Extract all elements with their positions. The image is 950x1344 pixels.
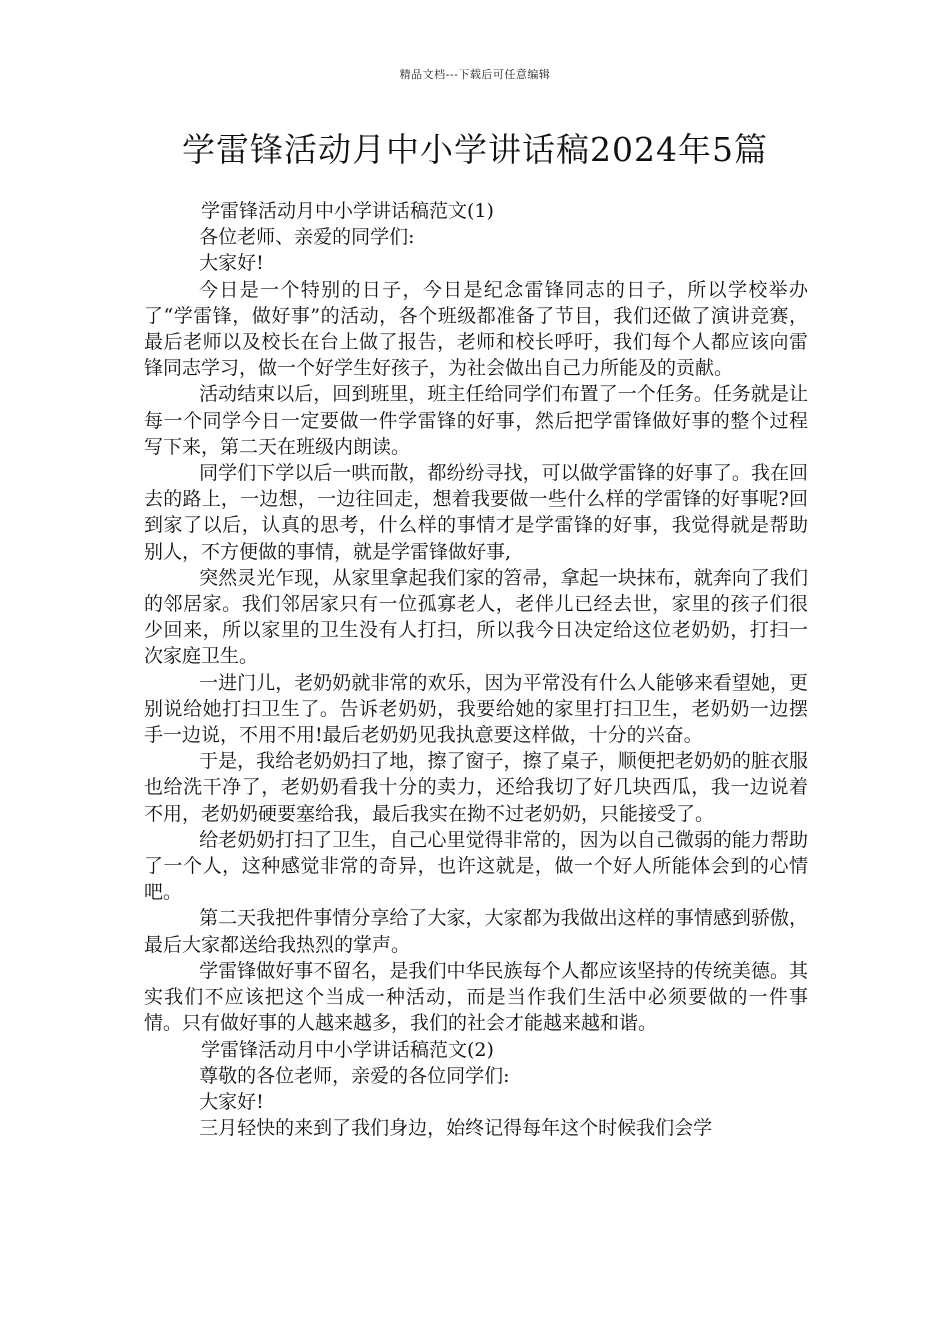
section-heading: 学雷锋活动月中小学讲话稿范文(1) [201, 200, 494, 222]
paragraph: 给老奶奶打扫了卫生，自己心里觉得非常的，因为以自己微弱的能力帮助了一个人，这种感觉非常的奇异，也许这就是，做一个好人所能体会到的心情吧。 [144, 828, 808, 904]
paragraph: 一进门儿，老奶奶就非常的欢乐，因为平常没有什么人能够来看望她，更别说给她打扫卫生了。告诉老奶奶，我要给她的家里打扫卫生，老奶奶一边摆手一边说，不用不用!最后老奶奶见我执意要这样做，十分的兴奋。 [144, 671, 808, 747]
salutation: 各位老师、亲爱的同学们: [199, 226, 415, 249]
paragraph: 学雷锋做好事不留名，是我们中华民族每个人都应该坚持的传统美德。其实我们不应该把这个当成一种活动，而是当作我们生活中必须要做的一件事情。只有做好事的人越来越多，我们的社会才能越来越和谐。 [144, 959, 808, 1035]
greeting: 大家好! [199, 1090, 264, 1113]
paragraph: 于是，我给老奶奶扫了地，擦了窗子，擦了桌子，顺便把老奶奶的脏衣服也给洗干净了，老奶奶看我十分的卖力，还给我切了好几块西瓜，我一边说着不用，老奶奶硬要塞给我，最后我实在拗不过老奶奶，只能接受了。 [144, 750, 808, 825]
greeting: 大家好! [199, 252, 264, 275]
salutation: 尊敬的各位老师，亲爱的各位同学们: [199, 1064, 510, 1087]
document-body [144, 198, 808, 1141]
page-header-note: 精品文档---下载后可任意编辑 [399, 68, 551, 81]
paragraph: 突然灵光乍现，从家里拿起我们家的笤帚，拿起一块抹布，就奔向了我们的邻居家。我们邻居家只有一位孤寡老人，老伴儿已经去世，家里的孩子们很少回来，所以家里的卫生没有人打扫，所以我今日决定给这位老奶奶，打扫一次家庭卫生。 [144, 566, 808, 668]
paragraph: 今日是一个特别的日子，今日是纪念雷锋同志的日子，所以学校举办了“学雷锋，做好事”的活动，各个班级都准备了节目，我们还做了演讲竞赛，最后老师以及校长在台上做了报告，老师和校长呼吁，我们每个人都应该向雷锋同志学习，做一个好学生好孩子，为社会做出自己力所能及的贡献。 [144, 278, 808, 380]
paragraph: 三月轻快的来到了我们身边，始终记得每年这个时候我们会学 [199, 1117, 713, 1140]
paragraph: 第二天我把件事情分享给了大家，大家都为我做出这样的事情感到骄傲，最后大家都送给我热烈的掌声。 [144, 907, 808, 956]
paragraph: 活动结束以后，回到班里，班主任给同学们布置了一个任务。任务就是让每一个同学今日一定要做一件学雷锋的好事，然后把学雷锋做好事的整个过程写下来，第二天在班级内朗读。 [144, 383, 808, 458]
section-heading: 学雷锋活动月中小学讲话稿范文(2) [201, 1038, 494, 1061]
paragraph: 同学们下学以后一哄而散，都纷纷寻找，可以做学雷锋的好事了。我在回去的路上，一边想，一边往回走，想着我要做一些什么样的学雷锋的好事呢?回到家了以后，认真的思考，什么样的事情才是学雷锋的好事，我觉得就是帮助别人，不方便做的事情，就是学雷锋做好事, [144, 462, 808, 563]
document-title: 学雷锋活动月中小学讲话稿2024年5篇 [182, 130, 768, 169]
